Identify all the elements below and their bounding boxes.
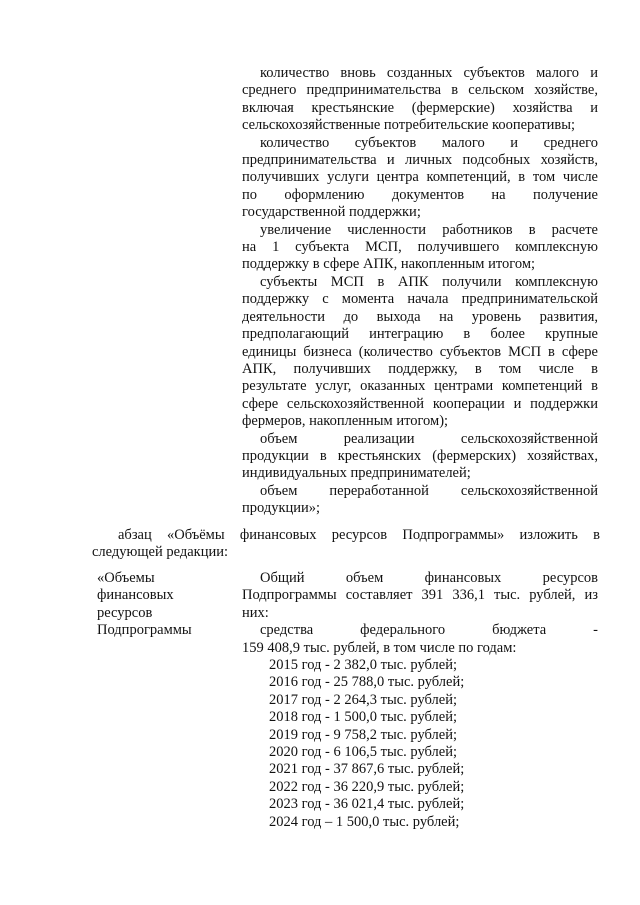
- indicator-line: результате услуг, оказанных центрами компетенций в: [242, 378, 598, 395]
- indicator-line-last: индивидуальных предпринимателей;: [242, 465, 471, 482]
- year-amount-line: 2017 год - 2 264,3 тыс. рублей;: [269, 691, 457, 708]
- indicator-line: сфере сельскохозяйственной кооперации и поддержки: [242, 395, 598, 412]
- abzac-text: абзац «Объёмы финансовых ресурсов Подпрограммы» изложить в: [118, 527, 600, 543]
- indicator-line: поддержку с момента начала предпринимательской: [242, 291, 598, 308]
- indicator-line-last: фермеров, накопленным итогом);: [242, 413, 449, 430]
- indicator-line: на 1 субъекта МСП, получившего комплексную: [242, 239, 598, 256]
- indicator-line: увеличение численности работников в расчете: [260, 221, 598, 238]
- year-amount-line: 2019 год - 9 758,2 тыс. рублей;: [269, 726, 457, 743]
- year-amount-line: 2024 год – 1 500,0 тыс. рублей;: [269, 813, 460, 830]
- indicator-line: АПК, получивших поддержку, в том числе в: [242, 360, 598, 377]
- indicator-line: включая крестьянские (фермерские) хозяйства и: [242, 99, 598, 116]
- year-amount-line: 2020 год - 6 106,5 тыс. рублей;: [269, 744, 457, 761]
- total-line-1: Общий объем финансовых ресурсов: [260, 570, 598, 586]
- indicator-line: объем реализации сельскохозяйственной: [260, 430, 598, 447]
- total-line-2: Подпрограммы составляет 391 336,1 тыс. рублей, из: [242, 587, 598, 604]
- abzac-line-1: [118, 527, 600, 544]
- year-amount-line: 2023 год - 36 021,4 тыс. рублей;: [269, 796, 465, 813]
- indicator-item: [242, 222, 598, 274]
- indicator-line: субъекты МСП в АПК получили комплексную: [260, 273, 598, 290]
- indicator-item: [242, 431, 598, 483]
- year-amount-line: 2016 год - 25 788,0 тыс. рублей;: [269, 674, 465, 691]
- indicator-item: [242, 65, 598, 135]
- table-value-cell: [242, 570, 598, 831]
- table-label-cell: [97, 570, 237, 640]
- indicator-line: единицы бизнеса (количество субъектов МСП в сфере: [242, 343, 598, 360]
- indicator-line: по оформлению документов на получение: [242, 186, 598, 203]
- indicator-item: [242, 135, 598, 222]
- indicator-line: количество субъектов малого и среднего: [260, 134, 598, 151]
- indicator-line: предпринимательства и личных подсобных хозяйств,: [242, 152, 598, 169]
- indicator-line: получивших услуги центра компетенций, в том числе: [242, 169, 598, 186]
- federal-line-1: средства федерального бюджета -: [260, 622, 598, 639]
- indicator-line-last: государственной поддержки;: [242, 204, 421, 221]
- indicator-line: продукции в крестьянских (фермерских) хозяйствах,: [242, 447, 598, 464]
- total-line-3: них:: [242, 604, 269, 621]
- federal-line-2: 159 408,9 тыс. рублей, в том числе по годам:: [242, 639, 517, 656]
- table-label-line: ресурсов: [97, 604, 153, 621]
- indicator-line-last: продукции»;: [242, 500, 321, 517]
- indicator-line: предполагающий интеграцию в более крупные: [242, 326, 598, 343]
- table-label-line: Подпрограммы: [97, 622, 192, 639]
- year-amount-line: 2018 год - 1 500,0 тыс. рублей;: [269, 709, 457, 726]
- table-label-line: «Объемы: [97, 570, 155, 586]
- indicator-line-last: сельскохозяйственные потребительские кооперативы;: [242, 117, 576, 134]
- year-amount-line: 2015 год - 2 382,0 тыс. рублей;: [269, 657, 457, 674]
- abzac-text-2: следующей редакции:: [92, 544, 229, 560]
- indicator-item: [242, 483, 598, 518]
- indicator-line-last: поддержку в сфере АПК, накопленным итогом;: [242, 256, 536, 273]
- year-amount-line: 2021 год - 37 867,6 тыс. рублей;: [269, 761, 465, 778]
- indicator-item: [242, 274, 598, 431]
- table-label-line: финансовых: [97, 587, 174, 604]
- indicators-list: [242, 65, 598, 518]
- indicator-line: объем переработанной сельскохозяйственной: [260, 482, 598, 499]
- years-list: [269, 657, 598, 831]
- indicator-line: деятельности до выхода на уровень развития,: [242, 308, 598, 325]
- indicator-line: количество вновь созданных субъектов малого и: [260, 65, 598, 81]
- abzac-line-2: [92, 544, 600, 561]
- indicator-line: среднего предпринимательства в сельском хозяйстве,: [242, 82, 598, 99]
- year-amount-line: 2022 год - 36 220,9 тыс. рублей;: [269, 778, 465, 795]
